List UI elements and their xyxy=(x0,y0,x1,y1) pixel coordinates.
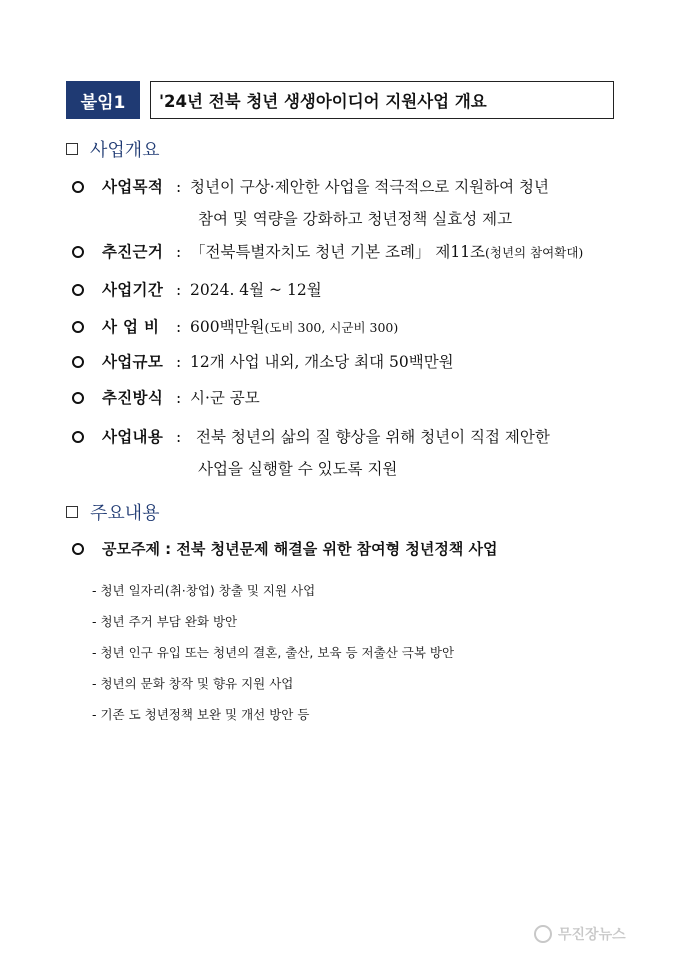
circle-bullet-icon xyxy=(72,431,84,443)
item-value-continued: 참여 및 역량을 강화하고 청년정책 실효성 제고 xyxy=(198,210,513,228)
item-value-continued: 사업을 실행할 수 있도록 지원 xyxy=(198,460,398,478)
circle-bullet-icon xyxy=(72,321,84,333)
item-label: 사업내용 xyxy=(102,427,164,446)
watermark: 무진장뉴스 xyxy=(534,924,626,944)
item-value: 「전북특별자치도 청년 기본 조례」 제11조(청년의 참여확대) xyxy=(190,243,584,261)
section-overview xyxy=(66,136,160,162)
item-label: 추진방식 xyxy=(102,388,164,407)
topic-item: - 청년 인구 유입 또는 청년의 결혼, 출산, 보육 등 저출산 극복 방안 xyxy=(92,645,455,660)
topic-item: - 청년 주거 부담 완화 방안 xyxy=(92,614,238,629)
item-label: 사업기간 xyxy=(102,280,164,299)
section-overview-title: 사업개요 xyxy=(90,140,160,161)
circle-bullet-icon xyxy=(72,543,84,555)
item-value: 전북 청년의 삶의 질 향상을 위해 청년이 직접 제안한 xyxy=(196,428,550,446)
topic-item: - 청년의 문화 창작 및 향유 지원 사업 xyxy=(92,676,294,691)
circle-bullet-icon xyxy=(72,181,84,193)
circle-bullet-icon xyxy=(72,356,84,368)
circle-bullet-icon xyxy=(72,246,84,258)
item-value: 청년이 구상·제안한 사업을 적극적으로 지원하여 청년 xyxy=(190,178,549,196)
document-title: '24년 전북 청년 생생아이디어 지원사업 개요 xyxy=(150,81,614,119)
theme-text: 공모주제 : 전북 청년문제 해결을 위한 참여형 청년정책 사업 xyxy=(102,540,498,558)
item-label: 사 업 비 xyxy=(102,317,160,336)
topic-item: - 청년 일자리(취·창업) 창출 및 지원 사업 xyxy=(92,583,316,598)
item-value: 12개 사업 내외, 개소당 최대 50백만원 xyxy=(190,353,454,371)
item-label: 사업목적 xyxy=(102,177,164,196)
item-value: 2024. 4월 ~ 12월 xyxy=(190,281,322,299)
item-value: 시·군 공모 xyxy=(190,389,260,407)
header xyxy=(66,81,614,119)
square-bullet-icon xyxy=(66,506,78,518)
item-label: 사업규모 xyxy=(102,352,164,371)
logo-icon xyxy=(534,925,552,943)
attachment-badge: 붙임1 xyxy=(66,81,140,119)
section-main xyxy=(66,499,160,525)
square-bullet-icon xyxy=(66,143,78,155)
circle-bullet-icon xyxy=(72,392,84,404)
circle-bullet-icon xyxy=(72,284,84,296)
topic-item: - 기존 도 청년정책 보완 및 개선 방안 등 xyxy=(92,707,310,722)
item-label: 추진근거 xyxy=(102,242,164,261)
item-value: 600백만원(도비 300, 시군비 300) xyxy=(190,318,399,336)
section-main-title: 주요내용 xyxy=(90,503,160,524)
